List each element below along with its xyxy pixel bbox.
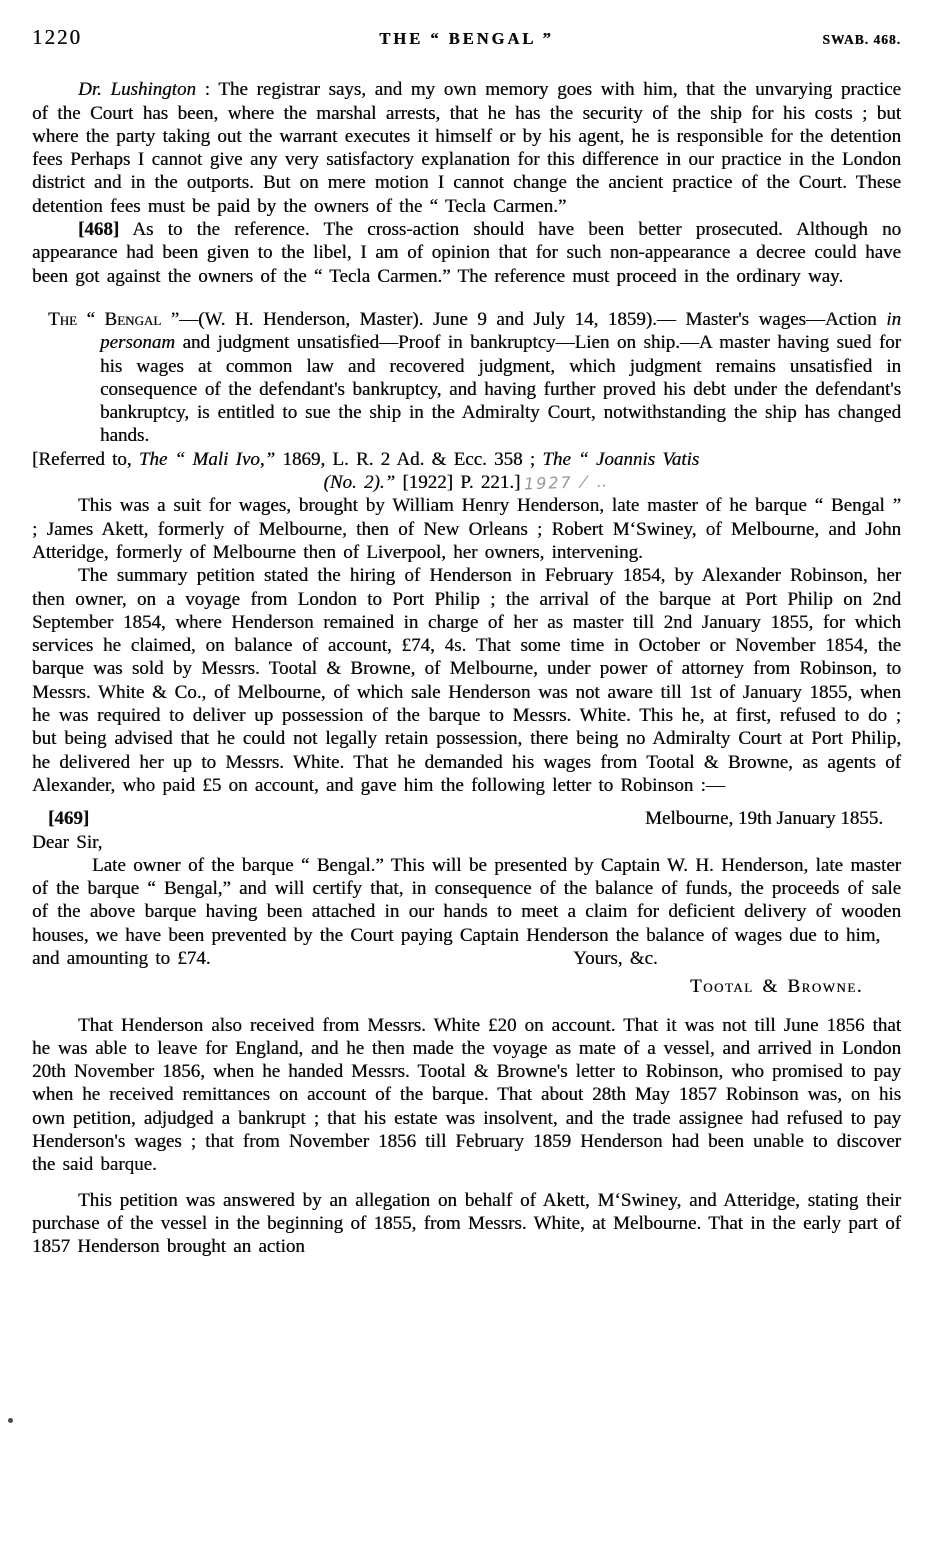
headnote-text: and judgment unsatisfied—Proof in bankruptcy—Lien on ship.—A master having sued for his wages at common law and recovered judgment, which judgment remains unsatisfied in consequence of the defendant's bankruptcy, and having further proved his debt under the defendant's bankruptcy, is entitled to sue the ship in the Admiralty Court, notwithstanding the ship has changed hands.: [100, 332, 901, 447]
judgment-paragraph-text: : The registrar says, and my own memory goes with him, that the unvarying practice of the Court has been, where the marshal arrests, that he has the security of the ship for his costs ; but where the party taking out the warrant executes it himself or by his agent, he is responsible for the detention fees Perhaps I cannot give any very satisfactory explanation for this difference in our practice in the London district and in the outports. But on mere motion I cannot change the ancient practice of the Court. These detention fees must be paid by the owners of the “ Tecla Carmen.”: [32, 79, 901, 217]
referred-to-line-1: [32, 448, 901, 471]
case-title: The “ Bengal ”: [48, 308, 180, 330]
narrative-paragraph-answered: This petition was answered by an allegation on behalf of Akett, M‘Swiney, and Atteridge, stating their purchase of the vessel in the beginning of 1855, from Messrs. White, at Melbourne. That in the early part of 1857 Henderson brought an action: [32, 1189, 901, 1258]
letter-salutation: Dear Sir,: [32, 831, 103, 853]
letter-heading-row: [32, 807, 901, 830]
page-break-marker-468: [468]: [78, 219, 120, 241]
narrative-paragraph-petition: The summary petition stated the hiring of Henderson in February 1854, by Alexander Robinson, her then owner, on a voyage from London to Port Philip ; the arrival of the barque at Port Philip on 2nd September 1854, where Henderson remained in charge of her as master till 2nd January 1855, for which services he claimed, on balance of account, £74, 4s. That some time in October or November 1854, the barque was sold by Messrs. Tootal & Browne, of Melbourne, under power of attorney from Robinson, to Messrs. White & Co., of Melbourne, of which sale Henderson was not aware till 1st of January 1855, when he was required to deliver up possession of the barque to Messrs. White. This he, at first, refused to do ; but being advised that he could not legally retain possession, there being no Admiralty Court at Port Philip, he delivered her up to Messrs. White. That he demanded his wages from Tootal & Browne, as agents of Alexander, who paid £5 on account, and gave him the following letter to Robinson :—: [32, 565, 901, 796]
reporter-citation: SWAB. 468.: [822, 32, 901, 47]
judgment-paragraph-reference: [32, 218, 901, 288]
page-break-marker-469: [469]: [48, 808, 90, 830]
referred-to-line-2: [32, 471, 901, 494]
referred-citation: 1869, L. R. 2 Ad. & Ecc. 358 ;: [275, 448, 543, 470]
narrative-paragraph-received: That Henderson also received from Messrs. White £20 on account. That it was not till June 1856 that he was able to leave for England, and he then made the voyage as mate of a vessel, and arrived in London 20th November 1856, when he handed Messrs. Tootal & Browne's letter to Robinson, who promised to pay when he received remittances on account of the barque. That about 28th May 1857 Robinson was, on his own petition, adjudged a bankrupt ; that his estate was insolvent, and the trade assignee had refused to pay Henderson's wages ; that from November 1856 till February 1859 Henderson had been unable to discover the said barque.: [32, 1014, 901, 1176]
running-title: THE “ BENGAL ”: [379, 29, 554, 48]
referred-lead: [Referred to,: [32, 448, 139, 470]
cited-case-continuation: (No. 2).”: [323, 472, 396, 494]
referred-citation-tail: [1922] P. 221.]: [395, 472, 521, 494]
letter-body-last-line: and amounting to £74.: [32, 947, 211, 969]
margin-speck-artifact: [8, 1418, 13, 1423]
letter-valediction: Yours, &c.: [573, 947, 658, 969]
judgment-paragraph-lushington: [32, 78, 901, 218]
letter-body: Late owner of the barque “ Bengal.” This will be presented by Captain W. H. Henderson, late master of the barque “ Bengal,” and will certify that, in consequence of the balance of funds, the proceeds of sale of the above barque having been attached in our hands to meet a claim for deficient delivery of wooden houses, we have been prevented by the Court paying Captain Henderson the balance of wages due to him,: [32, 854, 901, 946]
page-number: 1220: [32, 25, 82, 49]
judgment-paragraph-text: As to the reference. The cross-action should have been better prosecuted. Although no appearance had been given to the libel, I am of opinion that for such non-appearance a decree could have been got against the owners of the “ Tecla Carmen.” The reference must proceed in the ordinary way.: [32, 219, 901, 287]
headnote-intro: —(W. H. Henderson, Master). June 9 and July 14, 1859).— Master's wages—Action: [179, 308, 887, 330]
letter-closing-row: [32, 947, 901, 970]
page-header: [32, 26, 901, 51]
cited-case-joannis-vatis: The “ Joannis Vatis: [542, 448, 700, 470]
case-headnote: [48, 308, 901, 448]
handwritten-pencil-annotation: 1927 ⁄ ‥: [524, 471, 610, 494]
cited-case-mali-ivo: The “ Mali Ivo,”: [138, 448, 276, 470]
headnote-latin-term: in personam: [100, 308, 901, 354]
letter-signature: Tootal & Browne.: [690, 976, 863, 998]
letter-dateline: Melbourne, 19th January 1855.: [645, 808, 883, 830]
speaker-name: Dr. Lushington: [78, 79, 196, 101]
narrative-paragraph-suit: This was a suit for wages, brought by William Henry Henderson, late master of he barque “ Bengal ” ; James Akett, formerly of Melbourne, then of New Orleans ; Robert M‘Swiney, of Melbourne, and John Atteridge, formerly of Melbourne then of Liverpool, her owners, intervening.: [32, 495, 901, 563]
